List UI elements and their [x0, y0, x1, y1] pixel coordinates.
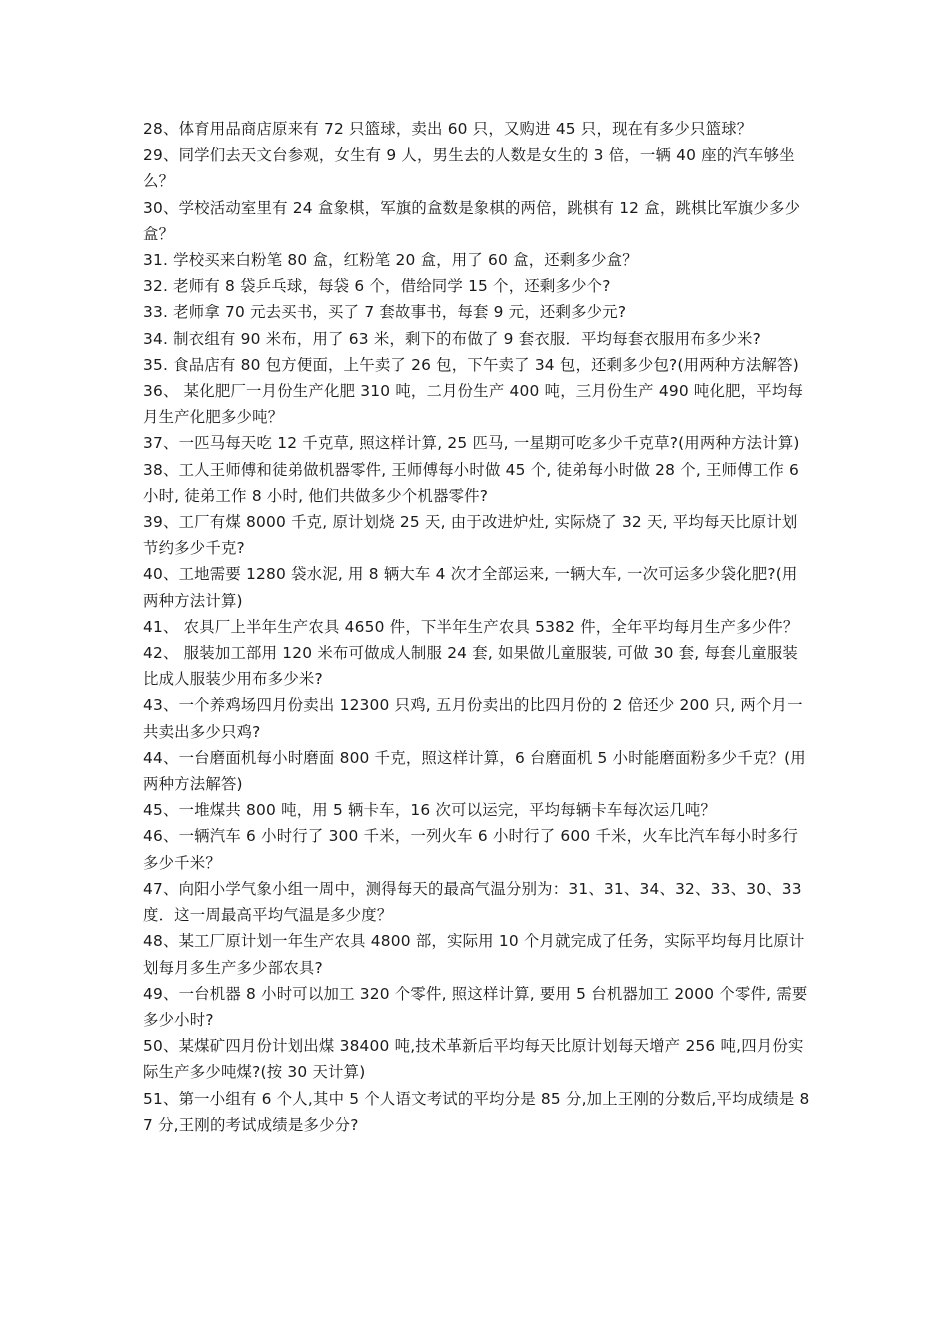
problem-30: 30、学校活动室里有 24 盒象棋，军旗的盒数是象棋的两倍，跳棋有 12 盒，跳棋比军旗少多少盒？: [143, 198, 801, 243]
problem-28: 28、体育用品商店原来有 72 只篮球，卖出 60 只，又购进 45 只，现在有多少只篮球？: [143, 120, 753, 138]
problem-39: 39、工厂有煤 8000 千克, 原计划烧 25 天, 由于改进炉灶, 实际烧了 32 天, 平均每天比原计划节约多少千克?: [143, 513, 798, 558]
problem-45: 45、一堆煤共 800 吨，用 5 辆卡车，16 次可以运完，平均每辆卡车每次运几吨？: [143, 801, 717, 820]
problem-29: 29、同学们去天文台参观，女生有 9 人，男生去的人数是女生的 3 倍，一辆 40 座的汽车够坐么？: [143, 146, 795, 191]
problem-41: 41、 农具厂上半年生产农具 4650 件，下半年生产农具 5382 件，全年平均每月生产多少件？: [143, 617, 799, 636]
problem-50: 50、某煤矿四月份计划出煤 38400 吨,技术革新后平均每天比原计划每天增产 256 吨,四月份实际生产多少吨煤?(按 30 天计算): [143, 1037, 804, 1082]
problem-48: 48、某工厂原计划一年生产农具 4800 部，实际用 10 个月就完成了任务，实际平均每月比原计划每月多生产多少部农具?: [143, 932, 805, 977]
problem-51: 51、第一小组有 6 个人,其中 5 个人语文考试的平均分是 85 分,加上王刚的分数后,平均成绩是 87 分,王刚的考试成绩是多少分?: [143, 1089, 810, 1134]
problem-36: 36、 某化肥厂一月份生产化肥 310 吨，二月份生产 400 吨，三月份生产 490 吨化肥，平均每月生产化肥多少吨？: [143, 382, 804, 427]
problem-38: 38、工人王师傅和徒弟做机器零件, 王师傅每小时做 45 个, 徒弟每小时做 28 个, 王师傅工作 6 小时, 徒弟工作 8 小时, 他们共做多少个机器零件?: [143, 460, 800, 505]
problem-40: 40、工地需要 1280 袋水泥, 用 8 辆大车 4 次才全部运来, 一辆大车, 一次可运多少袋化肥?(用两种方法计算): [143, 565, 798, 610]
problem-49: 49、一台机器 8 小时可以加工 320 个零件, 照这样计算, 要用 5 台机器加工 2000 个零件, 需要多少小时?: [143, 984, 808, 1029]
problem-37: 37、一匹马每天吃 12 千克草, 照这样计算, 25 匹马, 一星期可吃多少千克草?(用两种方法计算): [143, 434, 800, 453]
problem-33: 33. 老师拿 70 元去买书，买了 7 套故事书，每套 9 元，还剩多少元?: [143, 303, 627, 322]
problem-43: 43、一个养鸡场四月份卖出 12300 只鸡, 五月份卖出的比四月份的 2 倍还少 200 只, 两个月一共卖出多少只鸡?: [143, 696, 803, 741]
problem-44: 44、一台磨面机每小时磨面 800 千克，照这样计算，6 台磨面机 5 小时能磨面粉多少千克？(用两种方法解答): [143, 748, 806, 794]
problem-34: 34. 制衣组有 90 米布，用了 63 米，剩下的布做了 9 套衣服．平均每套衣服用布多少米?: [143, 329, 761, 348]
problem-31: 31. 学校买来白粉笔 80 盒，红粉笔 20 盒，用了 60 盒，还剩多少盒？: [143, 251, 638, 270]
problem-47: 47、向阳小学气象小组一周中，测得每天的最高气温分别为：31、31、34、32、33、30、33 度．这一周最高平均气温是多少度？: [143, 879, 802, 925]
problem-list: [143, 116, 813, 1138]
problem-35: 35. 食品店有 80 包方便面，上午卖了 26 包，下午卖了 34 包，还剩多少包?(用两种方法解答): [143, 355, 799, 374]
problem-46: 46、一辆汽车 6 小时行了 300 千米，一列火车 6 小时行了 600 千米，火车比汽车每小时多行多少千米？: [143, 827, 799, 872]
problem-32: 32. 老师有 8 袋乒乓球，每袋 6 个，借给同学 15 个，还剩多少个?: [143, 277, 611, 296]
problem-42: 42、 服装加工部用 120 米布可做成人制服 24 套, 如果做儿童服装, 可做 30 套, 每套儿童服装比成人服装少用布多少米?: [143, 644, 799, 689]
